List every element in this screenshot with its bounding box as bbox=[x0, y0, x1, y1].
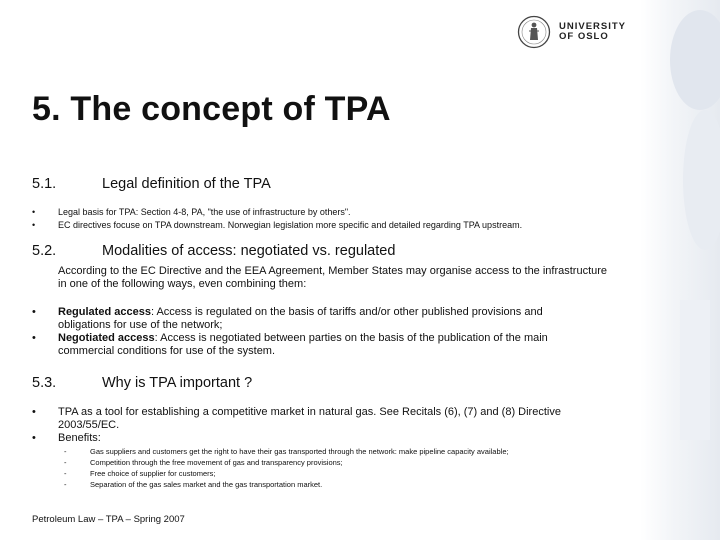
bullet-icon: • bbox=[32, 306, 36, 318]
list-item: • Benefits: bbox=[32, 432, 101, 444]
slide-footer: Petroleum Law – TPA – Spring 2007 bbox=[32, 514, 185, 525]
section-3-heading bbox=[32, 375, 252, 391]
list-item: • EC directives focuse on TPA downstream. Norwegian legislation more specific and detailed regarding TPA upstream. bbox=[32, 220, 523, 230]
list-item: • Negotiated access: Access is negotiated between parties on the basis of the publication of the main commercial conditions for use of the system. bbox=[32, 332, 548, 357]
sub-list-item: - Competition through the free movement of gas and transparency provisions; bbox=[64, 458, 343, 467]
list-item: • Regulated access: Access is regulated on the basis of tariffs and/or other published provisions and obligations for use of the network; bbox=[32, 306, 543, 331]
slide-title: 5. The concept of TPA bbox=[32, 90, 391, 128]
bullet-icon: • bbox=[32, 332, 36, 344]
dash-icon: - bbox=[64, 458, 67, 467]
section-1-bullets bbox=[32, 206, 522, 232]
university-seal-icon bbox=[517, 15, 551, 49]
logo-line-1: UNIVERSITY bbox=[559, 21, 627, 32]
section-2-heading bbox=[32, 243, 395, 259]
sub-list-item: - Free choice of supplier for customers; bbox=[64, 469, 216, 478]
dash-icon: - bbox=[64, 480, 67, 489]
bullet-icon: • bbox=[32, 432, 36, 444]
section-2-bullets bbox=[32, 306, 597, 358]
list-item: • TPA as a tool for establishing a competitive market in natural gas. See Recitals (6), (7) and (8) Directive 2003/55/EC. bbox=[32, 406, 561, 431]
section-2-number: 5.2. bbox=[32, 243, 57, 259]
logo-line-2: OF OSLO bbox=[559, 31, 609, 42]
section-2-intro: According to the EC Directive and the EEA Agreement, Member States may organise access to the infrastructure in one of the following ways, even combining them: bbox=[58, 265, 608, 290]
bullet-icon: • bbox=[32, 220, 36, 230]
background-statue-image bbox=[640, 0, 720, 540]
section-3-title: Why is TPA important ? bbox=[102, 375, 253, 391]
section-1-number: 5.1. bbox=[32, 176, 57, 192]
section-2-title: Modalities of access: negotiated vs. regulated bbox=[102, 243, 396, 259]
bullet-icon: • bbox=[32, 406, 36, 418]
section-3-number: 5.3. bbox=[32, 375, 57, 391]
list-item: • Legal basis for TPA: Section 4-8, PA, "the use of infrastructure by others". bbox=[32, 207, 351, 217]
dash-icon: - bbox=[64, 469, 67, 478]
sub-list-item: - Gas suppliers and customers get the right to have their gas transported through the network: make pipeline capacity available; bbox=[64, 447, 509, 456]
section-3-bullets bbox=[32, 406, 622, 446]
dash-icon: - bbox=[64, 447, 67, 456]
section-1-title: Legal definition of the TPA bbox=[102, 176, 271, 192]
section-3-sub-bullets bbox=[64, 446, 509, 490]
bullet-icon: • bbox=[32, 207, 36, 217]
sub-list-item: - Separation of the gas sales market and the gas transportation market. bbox=[64, 480, 323, 489]
university-logo bbox=[517, 15, 626, 49]
section-1-heading bbox=[32, 176, 271, 192]
